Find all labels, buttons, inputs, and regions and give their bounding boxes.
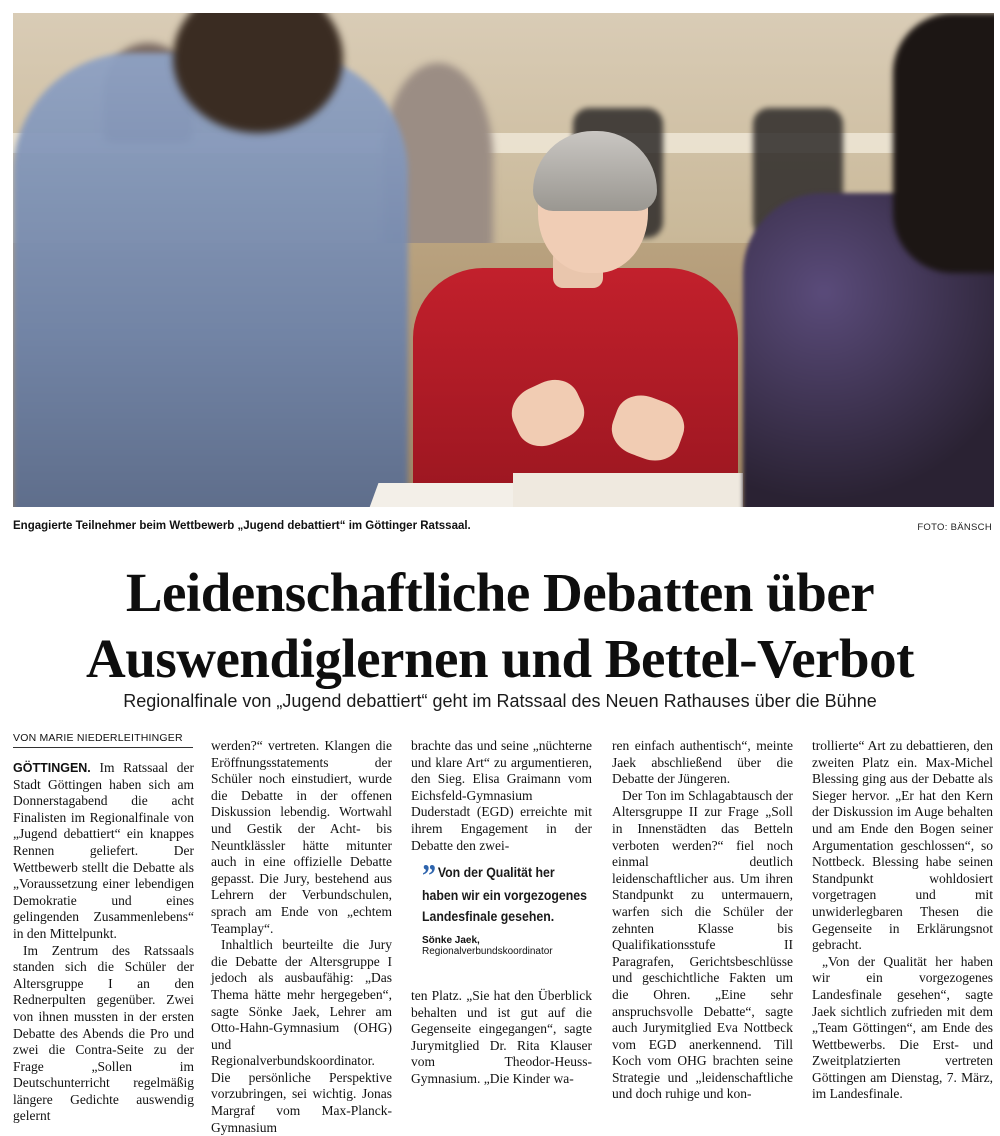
article-paragraph — [13, 760, 194, 943]
article-paragraph: ren einfach authentisch“, meinte Jaek abschließend über die Debatte der Jüngeren. — [612, 738, 793, 787]
dateline: GÖTTINGEN. — [13, 761, 91, 775]
quote-mark-icon: ” — [422, 857, 437, 893]
pull-quote-text: Von der Qualität her haben wir ein vorgezogenes Landesfinale gesehen. — [422, 864, 587, 924]
subheadline: Regionalfinale von „Jugend debattiert“ geht im Ratssaal des Neuen Rathauses über die Bühne — [123, 691, 877, 711]
paragraph-text: Im Ratssaal der Stadt Göttingen haben sich am Donnerstagabend die acht Finalisten im Regionalfinale von „Jugend debattiert“ ein knappes Rennen geliefert. Der Wettbewerb stellt die Debatte als „Voraussetzung einer lebendigen Demokratie und eines gelingenden Zusammenlebens“ in den Mittelpunkt. — [13, 760, 194, 941]
article-paragraph: werden?“ vertreten. Klangen die Eröffnungsstatements der Schüler noch einstudiert, wurde die Debatte in der offenen Diskussion lebendig. Wortwahl und Gestik der Acht- bis Neuntklässler hätte mitunter auch in eine offizielle Debatte gepasst. Die Jury, bestehend aus Lehrern der Verbundschulen, sprach am Ende von „echtem Teamplay“. — [211, 738, 392, 936]
article-paragraph: Inhaltlich beurteilte die Jury die Debatte der Altersgruppe I jedoch als ausbaufähig: „Das Thema hätte mehr hergegeben“, sagte Sönke Jaek, Lehrer am Otto-Hahn-Gymnasium (OHG) und Regionalverbundskoordinator. Die persönliche Perspektive vorzubringen, sei wichtig. Jonas Margraf vom Max-Planck-Gymnasium — [211, 937, 392, 1135]
article-column-3-continued — [411, 988, 592, 1088]
article-paragraph: Der Ton im Schlagabtausch der Altersgruppe II zur Frage „Soll in Innenstädten das Betteln verboten werden?“ fiel noch einmal deutlich leidenschaftlicher aus. Um ihren Standpunkt zu untermauern, warfen sich die Schüler der zehnten Klasse bis Qualifikationsstufe II Paragrafen, Gerichtsbeschlüsse und geschichtliche Fakten um die Ohren. „Eine sehr anspruchsvolle Debatte“, sagte auch Jurymitglied Eva Nottbeck vom EGD anerkennend. Till Koch vom OHG brachten seine Strategie und „leidenschaftliche und doch ruhige und kon- — [612, 787, 793, 1102]
photo-foreground-hair-right — [893, 13, 994, 273]
photo-podium — [513, 473, 743, 507]
photo-caption: Engagierte Teilnehmer beim Wettbewerb „Jugend debattiert“ im Göttinger Ratssaal. — [13, 520, 471, 532]
pull-quote-author: Sönke Jaek, — [422, 935, 480, 946]
article-paragraph: Im Zentrum des Ratssaals standen sich die Schüler der Altersgruppe I an den Rednerpulten gegenüber. Zwei von ihnen mussten in der ersten Debatte des Abends die Pro und zwei die Contra-Seite zu der Frage „Sollen im Deutschunterricht regelmäßig längere Gedichte auswendig gelernt — [13, 942, 194, 1124]
headline-line-1: Leidenschaftliche Debatten über — [125, 562, 875, 623]
headline-line-2: Auswendiglernen und Bettel-Verbot — [86, 628, 914, 689]
pull-quote-text-block — [422, 857, 589, 927]
photo-foreground-person-left — [13, 53, 408, 507]
article-column-3 — [411, 738, 592, 854]
article-column-2 — [211, 738, 392, 1136]
article-paragraph: brachte das und seine „nüchterne und klare Art“ zu argumentieren, den Sieg. Elisa Graimann vom Eichsfeld-Gymnasium Duderstadt (EGD) erreichte mit ihrem Engagement in der Debatte den zwei- — [411, 738, 592, 853]
photo-credit: FOTO: BÄNSCH — [917, 522, 992, 533]
photo-speaker-jacket — [413, 268, 738, 507]
article-paragraph: ten Platz. „Sie hat den Überblick behalten und ist gut auf die Gegenseite eingegangen“, sagte Jurymitglied Dr. Rita Klauser vom Theodor-Heuss-Gymnasium. „Die Kinder wa- — [411, 988, 592, 1086]
article-paragraph: „Von der Qualität her haben wir ein vorgezogenes Landesfinale gesehen“, sagte Jaek sichtlich zufrieden mit dem „Team Göttingen“, am Ende des Wettbewerbs. Die Erst- und Zweitplatzierten vertreten Göttingen am Dienstag, 7. März, im Landesfinale. — [812, 953, 993, 1102]
headline — [0, 560, 1000, 692]
article-photo — [13, 13, 994, 507]
article-column-4 — [612, 738, 793, 1103]
article-column-5 — [812, 738, 993, 1103]
pull-quote-role: Regionalverbundskoordinator — [422, 946, 553, 957]
article-paragraph: trollierte“ Art zu debattieren, den zweiten Platz ein. Max-Michel Blessing ging aus der Debatte als Sieger hervor. „Er hat den Kern der Diskussion im Auge behalten und am Ende den Bogen seiner Argumentation geschlossen“, so Nottbeck. Blessing habe seinen Standpunkt wohldosiert vorgetragen und mit unwiderlegbaren Thesen die Gegenseite in Erklärungsnot gebracht. — [812, 738, 993, 953]
byline: VON MARIE NIEDERLEITHINGER — [13, 732, 193, 748]
pull-quote — [422, 857, 590, 957]
article-column-1 — [13, 760, 194, 1125]
